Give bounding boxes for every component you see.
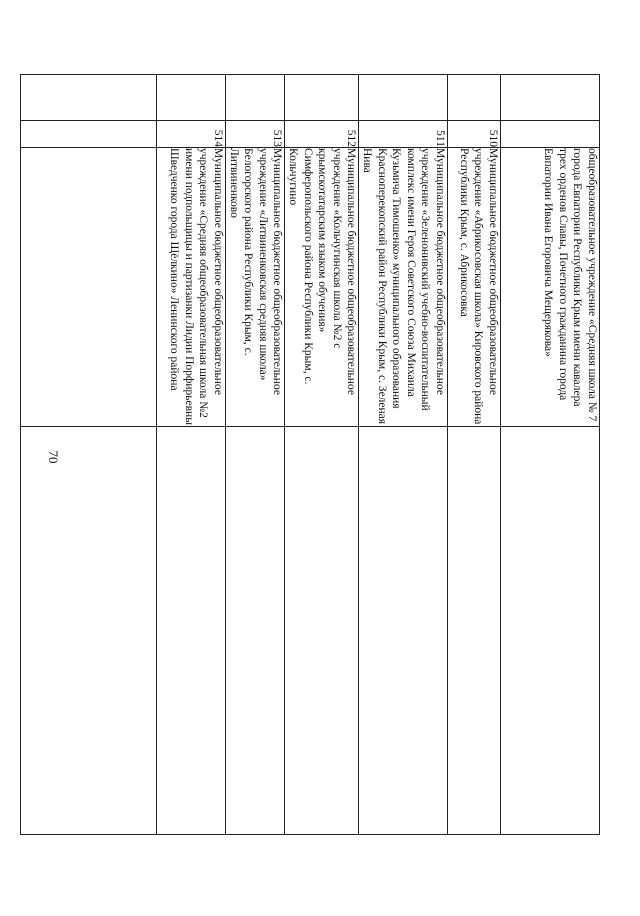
page-number: 70	[46, 450, 61, 464]
row-empty-cell	[359, 427, 448, 835]
table-container	[74, 74, 600, 834]
table-row	[226, 75, 285, 835]
row-empty-cell	[501, 427, 600, 835]
table-row	[359, 75, 448, 835]
institution-name: общеобразовательное учреждение «Средняя школа № 7 города Евпатории Республики Крым имени кавалера трех орденов Славы, Почетного гражданина города Евпатории Ивана Егоровича Мещерякова»	[501, 148, 600, 427]
row-number: 514	[157, 121, 226, 148]
row-number: 512	[285, 121, 359, 148]
rotated-table-frame	[74, 74, 600, 834]
row-extra-cell	[359, 75, 448, 121]
row-extra-cell	[448, 75, 501, 121]
row-empty-cell	[448, 427, 501, 835]
row-extra-cell	[21, 75, 157, 121]
institution-name: Муниципальное бюджетное общеобразовательное учреждение «Зеленонивский учебно-воспитательный комплекс имени Героя Советского Союза Михаила Кузьмича Тимошенко» муниципального образования Красноперекопский район Республики Крым, с. Зеленая Нива	[359, 148, 448, 427]
row-empty-cell	[21, 427, 157, 835]
table-row	[448, 75, 501, 835]
table-row	[21, 75, 157, 835]
table-row	[285, 75, 359, 835]
row-empty-cell	[226, 427, 285, 835]
institution-name: Муниципальное бюджетное общеобразовательное учреждение «Абрикосовская школа» Кировского района Республики Крым, с. Абрикосовка	[448, 148, 501, 427]
institution-name-empty	[21, 148, 157, 427]
institution-name: Муниципальное бюджетное общеобразовательное учреждение «Кольчугинская школа №2 с крымскотатарским языком обучения» Симферопольского района Республики Крым, с. Кольчугино	[285, 148, 359, 427]
institution-name: Муниципальное бюджетное общеобразовательное учреждение «Средняя общеобразовательная школа №2 имени подпольщицы и партизанки Лидии Порфирьевны Шведченко города Щёлкино» Ленинского района	[157, 148, 226, 427]
row-extra-cell	[226, 75, 285, 121]
row-number: 513	[226, 121, 285, 148]
row-number: 510	[448, 121, 501, 148]
row-number: 511	[359, 121, 448, 148]
row-number-empty	[21, 121, 157, 148]
row-extra-cell	[157, 75, 226, 121]
schools-table	[20, 74, 600, 835]
row-empty-cell	[157, 427, 226, 835]
table-row	[157, 75, 226, 835]
row-extra-cell	[285, 75, 359, 121]
row-number	[501, 121, 600, 148]
institution-name: Муниципальное бюджетное общеобразовательное учреждение «Литвиненковская средняя школа» Белогорского района Республики Крым, с. Литвиненково	[226, 148, 285, 427]
row-extra-cell	[501, 75, 600, 121]
table-row	[501, 75, 600, 835]
row-empty-cell	[285, 427, 359, 835]
